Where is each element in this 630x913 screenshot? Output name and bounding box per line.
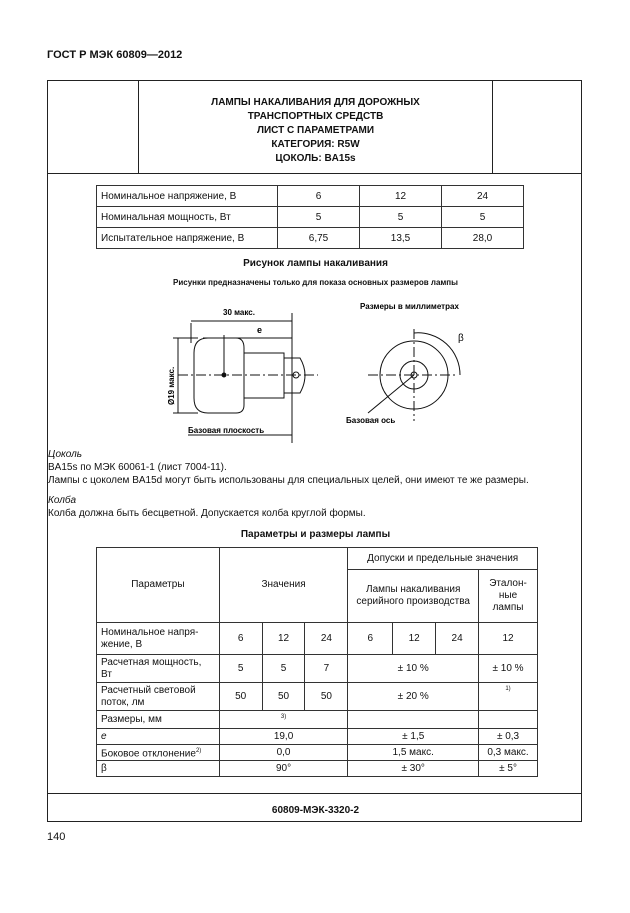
- sheet-title: [138, 96, 493, 166]
- cell: 90°: [219, 761, 348, 777]
- cell: ± 5°: [479, 761, 538, 777]
- bulb-notes: [48, 494, 366, 520]
- cell: 6: [219, 623, 262, 655]
- cell: 24: [442, 186, 524, 207]
- header-ref: Эталон-ные лампы: [479, 570, 538, 623]
- params-table: [96, 547, 538, 777]
- title-bottom-divider: [48, 173, 581, 174]
- row-label: β: [97, 761, 220, 777]
- table-row: [97, 745, 538, 761]
- cap-notes: [48, 448, 529, 487]
- footnote-ref: 3): [280, 714, 287, 720]
- table-row: [97, 186, 524, 207]
- cell: 24: [436, 623, 479, 655]
- document-id: ГОСТ Р МЭК 60809—2012: [47, 49, 183, 61]
- row-label: e: [97, 729, 220, 745]
- params-caption: Параметры и размеры лампы: [240, 529, 391, 540]
- beta-arc: [414, 333, 460, 375]
- cell: ± 0,3: [479, 729, 538, 745]
- table-row: [97, 729, 538, 745]
- table-row: [97, 623, 538, 655]
- table-row: [97, 711, 538, 729]
- cell: [479, 711, 538, 729]
- cell: [348, 711, 479, 729]
- row-label: [97, 745, 220, 761]
- footnote-ref: 1): [505, 686, 511, 692]
- row-label: Расчетный световой поток, лм: [97, 683, 220, 711]
- cell: ± 1,5: [348, 729, 479, 745]
- cell: ± 10 %: [479, 655, 538, 683]
- cell: 7: [305, 655, 348, 683]
- cell: 1,5 макс.: [348, 745, 479, 761]
- page-number: 140: [47, 831, 66, 843]
- header-params: Параметры: [97, 548, 220, 623]
- cell: 13,5: [360, 228, 442, 249]
- table-row: [97, 655, 538, 683]
- table-row: [97, 761, 538, 777]
- row-label: Номинальное напря-жение, В: [97, 623, 220, 655]
- cell: 5: [219, 655, 262, 683]
- row-label: Размеры, мм: [97, 711, 220, 729]
- cell: 6: [348, 623, 393, 655]
- cell: 50: [219, 683, 262, 711]
- cell: 6,75: [278, 228, 360, 249]
- figure-subcaption: Рисунки предназначены только для показа основных размеров лампы: [173, 278, 458, 287]
- header-tolerances: Допуски и предельные значения: [348, 548, 538, 570]
- bulb-line: Колба должна быть бесцветной. Допускается колба круглой формы.: [48, 508, 366, 519]
- cell: 12: [479, 623, 538, 655]
- cap-line: BA15s по МЭК 60061-1 (лист 7004-11).: [48, 462, 227, 473]
- rating-table: [96, 185, 524, 249]
- dim-length-label: 30 макс.: [223, 308, 255, 317]
- base-axis-label: Базовая ось: [346, 416, 396, 425]
- cell: 5: [278, 207, 360, 228]
- figure-caption: Рисунок лампы накаливания: [243, 258, 388, 269]
- row-label: Номинальная мощность, Вт: [97, 207, 278, 228]
- cell: 28,0: [442, 228, 524, 249]
- cell: 12: [262, 623, 305, 655]
- title-line: ТРАНСПОРТНЫХ СРЕДСТВ: [247, 111, 384, 122]
- cell: ± 20 %: [348, 683, 479, 711]
- table-row: [97, 228, 524, 249]
- cell: 5: [262, 655, 305, 683]
- sheet-code: 60809-МЭК-3320-2: [271, 805, 360, 816]
- cell: 12: [360, 186, 442, 207]
- cell: 50: [305, 683, 348, 711]
- cell: ± 10 %: [348, 655, 479, 683]
- cell: ± 30°: [348, 761, 479, 777]
- header-serial: Лампы накаливания серийного производства: [348, 570, 479, 623]
- table-row: [97, 683, 538, 711]
- cell: 12: [393, 623, 436, 655]
- base-plane-label: Базовая плоскость: [188, 426, 265, 435]
- cell: 19,0: [219, 729, 348, 745]
- cap-line: Лампы с цоколем BA15d могут быть использованы для специальных целей, они имеют те же размеры.: [48, 475, 529, 486]
- title-line: ЛИСТ С ПАРАМЕТРАМИ: [256, 125, 375, 136]
- footer-divider: [48, 793, 581, 794]
- table-row: [97, 207, 524, 228]
- title-line: ЛАМПЫ НАКАЛИВАНИЯ ДЛЯ ДОРОЖНЫХ: [211, 97, 420, 108]
- cell: 5: [442, 207, 524, 228]
- cell: 6: [278, 186, 360, 207]
- cell: 0,0: [219, 745, 348, 761]
- header-values: Значения: [219, 548, 348, 623]
- sheet-frame: [47, 80, 582, 822]
- units-note: Размеры в миллиметрах: [360, 302, 459, 311]
- cell: 0,3 макс.: [479, 745, 538, 761]
- cell: 24: [305, 623, 348, 655]
- title-line: ЦОКОЛЬ: BA15s: [275, 153, 356, 164]
- cap-heading: Цоколь: [48, 449, 83, 460]
- lamp-drawing: [48, 293, 583, 443]
- row-label: Расчетная мощность, Вт: [97, 655, 220, 683]
- title-line: КАТЕГОРИЯ: R5W: [271, 139, 360, 150]
- table-row: [97, 548, 538, 570]
- beta-label: β: [458, 333, 464, 344]
- cell: 5: [360, 207, 442, 228]
- filament-marker: [222, 373, 226, 377]
- row-label: Испытательное напряжение, В: [97, 228, 278, 249]
- dim-e-label: e: [257, 325, 263, 335]
- row-label: Номинальное напряжение, В: [97, 186, 278, 207]
- cell: 50: [262, 683, 305, 711]
- footnote-ref: 2): [195, 748, 202, 754]
- dim-diameter-label: Ø19 макс.: [167, 366, 176, 405]
- bulb-heading: Колба: [48, 495, 77, 506]
- row-label-text: Боковое отклонение: [101, 748, 196, 760]
